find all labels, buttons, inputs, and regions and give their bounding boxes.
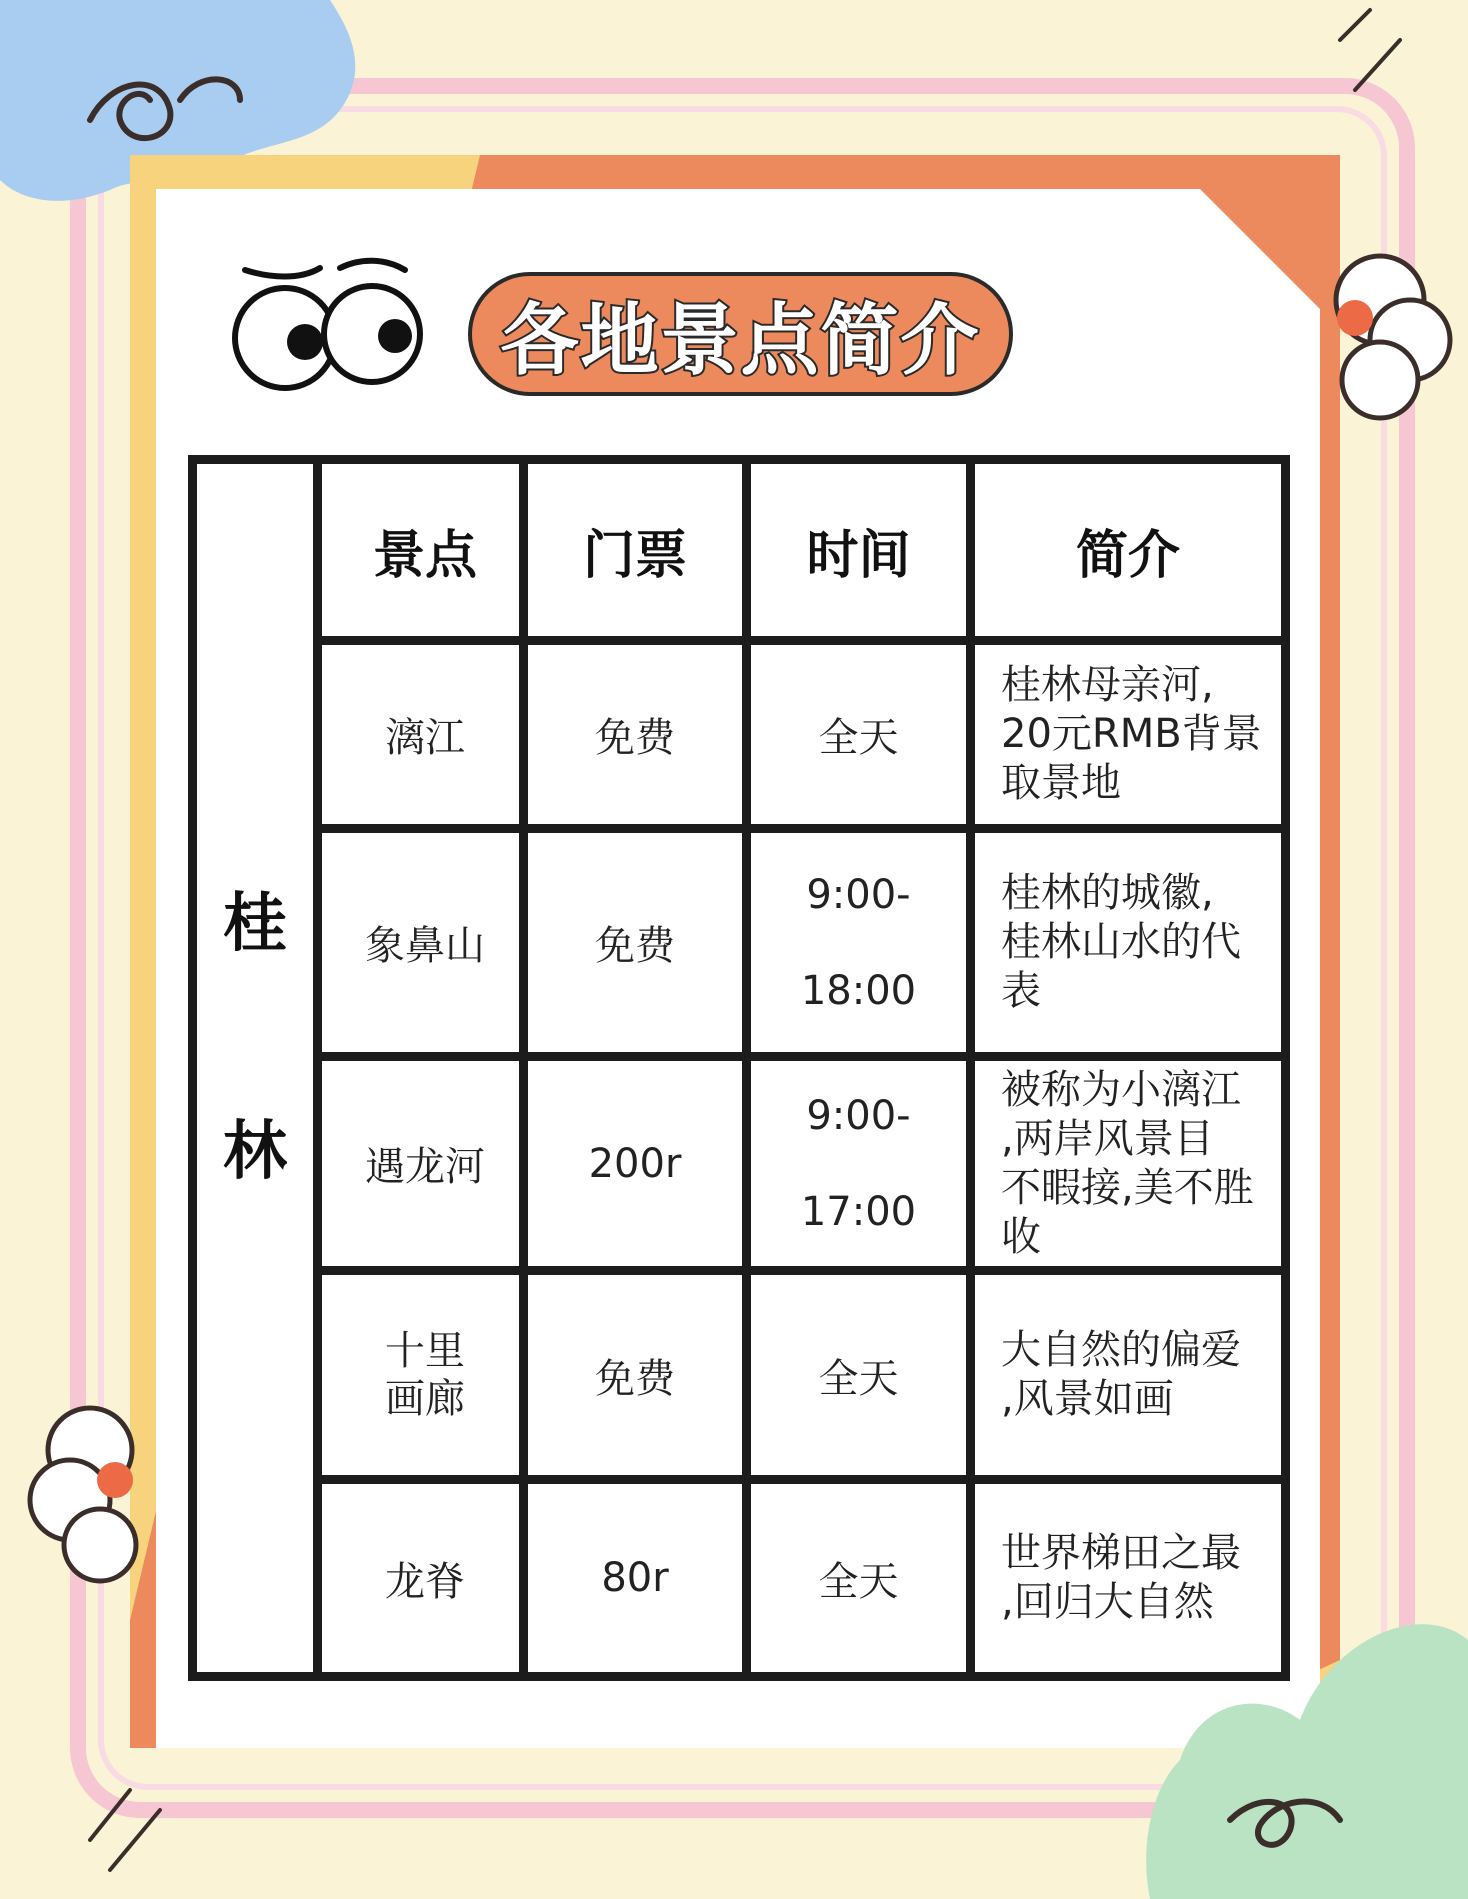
cell-ticket: 免费 bbox=[595, 923, 675, 969]
row-divider bbox=[322, 636, 1290, 645]
header-time: 时间 bbox=[806, 525, 911, 586]
cell-spot: 遇龙河 bbox=[365, 1144, 485, 1190]
flower-icon bbox=[1336, 256, 1450, 418]
cell-ticket: 免费 bbox=[595, 715, 675, 761]
row-divider bbox=[322, 1052, 1290, 1061]
cell-spot: 十里 画廊 bbox=[385, 1328, 465, 1422]
cell-spot: 漓江 bbox=[385, 715, 465, 761]
cell-spot: 象鼻山 bbox=[365, 923, 485, 969]
cell-spot: 龙脊 bbox=[385, 1558, 465, 1605]
cell-intro: 大自然的偏爱 ,风景如画 bbox=[1001, 1327, 1241, 1422]
row-divider bbox=[322, 1475, 1290, 1484]
cell-ticket: 200r bbox=[588, 1140, 682, 1187]
cell-time: 全天 bbox=[818, 715, 899, 761]
header-spot: 景点 bbox=[372, 525, 477, 586]
cell-intro: 世界梯田之最 ,回归大自然 bbox=[1001, 1530, 1241, 1625]
cell-time: 9:00- 18:00 bbox=[800, 871, 917, 1014]
title-pill bbox=[468, 272, 1013, 396]
page-title: 各地景点简介 bbox=[500, 296, 981, 386]
cell-time: 全天 bbox=[818, 1355, 899, 1402]
cell-intro: 桂林的城徽, 桂林山水的代 表 bbox=[1001, 870, 1241, 1014]
region-char-2: 林 bbox=[223, 1115, 287, 1189]
header-ticket: 门票 bbox=[582, 525, 687, 586]
cell-intro: 桂林母亲河, 20元RMB背景 取景地 bbox=[1001, 662, 1262, 806]
header-intro: 简介 bbox=[1075, 525, 1180, 586]
cell-time: 9:00- 17:00 bbox=[800, 1092, 917, 1235]
cell-time: 全天 bbox=[818, 1558, 899, 1605]
region-column bbox=[188, 455, 322, 1681]
cell-intro: 被称为小漓江 ,两岸风景目 不暇接,美不胜 收 bbox=[1001, 1066, 1254, 1260]
cell-ticket: 免费 bbox=[595, 1355, 675, 1402]
cell-ticket: 80r bbox=[601, 1555, 669, 1601]
row-divider bbox=[322, 824, 1290, 833]
row-divider bbox=[322, 1266, 1290, 1275]
region-char-1: 桂 bbox=[223, 887, 287, 961]
